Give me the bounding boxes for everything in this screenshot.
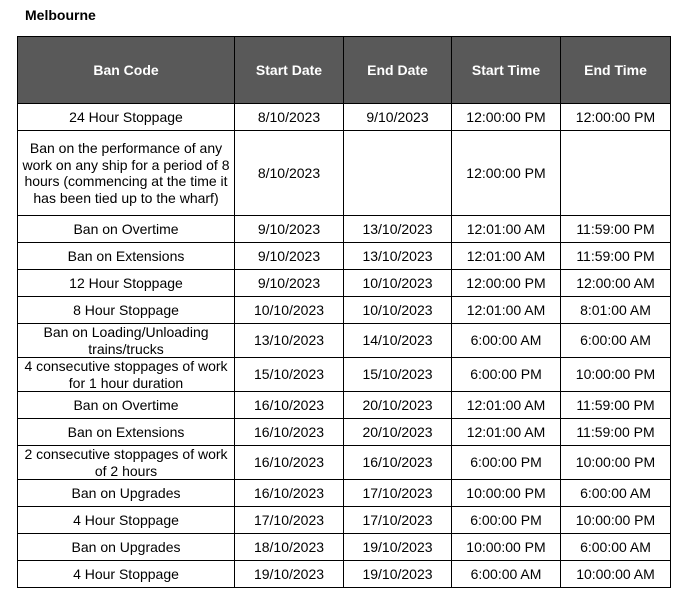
- cell-ban-code: Ban on the performance of any work on any ship for a period of 8 hours (commencing at the time it has been tied up to the wharf): [18, 131, 235, 216]
- cell-start-date: 15/10/2023: [235, 358, 344, 392]
- cell-end-date: [344, 131, 452, 216]
- cell-start-date: 16/10/2023: [235, 480, 344, 507]
- cell-end-time: 11:59:00 PM: [561, 419, 671, 446]
- cell-end-time: 6:00:00 AM: [561, 534, 671, 561]
- header-row: [18, 37, 671, 104]
- cell-end-date: 19/10/2023: [344, 534, 452, 561]
- cell-end-time: 10:00:00 PM: [561, 446, 671, 480]
- page-title: Melbourne: [25, 7, 96, 23]
- table-row: [18, 297, 671, 324]
- cell-end-time: 10:00:00 AM: [561, 561, 671, 588]
- cell-end-date: 10/10/2023: [344, 297, 452, 324]
- cell-end-time: [561, 131, 671, 216]
- cell-end-date: 13/10/2023: [344, 243, 452, 270]
- cell-ban-code: 4 Hour Stoppage: [18, 561, 235, 588]
- cell-end-date: 20/10/2023: [344, 419, 452, 446]
- cell-start-date: 19/10/2023: [235, 561, 344, 588]
- cell-end-time: 12:00:00 AM: [561, 270, 671, 297]
- cell-start-date: 10/10/2023: [235, 297, 344, 324]
- cell-start-time: 12:01:00 AM: [452, 297, 561, 324]
- header-ban-code: Ban Code: [18, 37, 235, 104]
- header-start-time: Start Time: [452, 37, 561, 104]
- cell-ban-code: 2 consecutive stoppages of work of 2 hours: [18, 446, 235, 480]
- table-row: [18, 507, 671, 534]
- cell-end-time: 6:00:00 AM: [561, 480, 671, 507]
- header-end-time: End Time: [561, 37, 671, 104]
- cell-start-date: 9/10/2023: [235, 270, 344, 297]
- bans-table-header: [18, 37, 671, 104]
- cell-start-time: 10:00:00 PM: [452, 480, 561, 507]
- cell-end-time: 11:59:00 PM: [561, 392, 671, 419]
- cell-start-time: 6:00:00 AM: [452, 324, 561, 358]
- cell-end-date: 17/10/2023: [344, 507, 452, 534]
- cell-ban-code: Ban on Upgrades: [18, 480, 235, 507]
- cell-start-date: 8/10/2023: [235, 104, 344, 131]
- cell-start-date: 8/10/2023: [235, 131, 344, 216]
- table-row: [18, 358, 671, 392]
- cell-end-time: 12:00:00 PM: [561, 104, 671, 131]
- table-row: [18, 446, 671, 480]
- cell-ban-code: 4 consecutive stoppages of work for 1 hour duration: [18, 358, 235, 392]
- table-row: [18, 392, 671, 419]
- cell-start-time: 12:01:00 AM: [452, 216, 561, 243]
- table-row: [18, 104, 671, 131]
- cell-start-date: 13/10/2023: [235, 324, 344, 358]
- table-row: [18, 131, 671, 216]
- cell-end-time: 11:59:00 PM: [561, 243, 671, 270]
- cell-start-time: 6:00:00 PM: [452, 358, 561, 392]
- table-row: [18, 216, 671, 243]
- cell-ban-code: 8 Hour Stoppage: [18, 297, 235, 324]
- cell-end-date: 15/10/2023: [344, 358, 452, 392]
- cell-end-time: 6:00:00 AM: [561, 324, 671, 358]
- cell-end-date: 13/10/2023: [344, 216, 452, 243]
- cell-start-time: 12:01:00 AM: [452, 243, 561, 270]
- table-row: [18, 534, 671, 561]
- cell-start-time: 12:00:00 PM: [452, 131, 561, 216]
- header-end-date: End Date: [344, 37, 452, 104]
- table-row: [18, 243, 671, 270]
- cell-end-date: 17/10/2023: [344, 480, 452, 507]
- table-row: [18, 480, 671, 507]
- cell-start-time: 6:00:00 PM: [452, 446, 561, 480]
- cell-end-date: 16/10/2023: [344, 446, 452, 480]
- cell-end-time: 10:00:00 PM: [561, 507, 671, 534]
- cell-ban-code: Ban on Loading/Unloading trains/trucks: [18, 324, 235, 358]
- cell-end-time: 8:01:00 AM: [561, 297, 671, 324]
- cell-ban-code: 4 Hour Stoppage: [18, 507, 235, 534]
- cell-end-date: 19/10/2023: [344, 561, 452, 588]
- cell-start-date: 16/10/2023: [235, 446, 344, 480]
- cell-ban-code: Ban on Upgrades: [18, 534, 235, 561]
- header-start-date: Start Date: [235, 37, 344, 104]
- table-row: [18, 561, 671, 588]
- cell-start-date: 9/10/2023: [235, 243, 344, 270]
- table-row: [18, 270, 671, 297]
- cell-start-date: 18/10/2023: [235, 534, 344, 561]
- cell-start-time: 10:00:00 PM: [452, 534, 561, 561]
- table-row: [18, 419, 671, 446]
- cell-start-time: 6:00:00 AM: [452, 561, 561, 588]
- cell-end-date: 9/10/2023: [344, 104, 452, 131]
- cell-ban-code: Ban on Extensions: [18, 243, 235, 270]
- cell-start-time: 12:00:00 PM: [452, 104, 561, 131]
- bans-table-body: [18, 104, 671, 588]
- cell-end-time: 10:00:00 PM: [561, 358, 671, 392]
- cell-ban-code: Ban on Overtime: [18, 392, 235, 419]
- cell-ban-code: Ban on Overtime: [18, 216, 235, 243]
- cell-start-date: 17/10/2023: [235, 507, 344, 534]
- cell-start-date: 9/10/2023: [235, 216, 344, 243]
- cell-start-date: 16/10/2023: [235, 419, 344, 446]
- cell-start-time: 12:01:00 AM: [452, 419, 561, 446]
- cell-end-time: 11:59:00 PM: [561, 216, 671, 243]
- bans-table: [17, 36, 671, 588]
- table-row: [18, 324, 671, 358]
- cell-end-date: 14/10/2023: [344, 324, 452, 358]
- cell-start-time: 6:00:00 PM: [452, 507, 561, 534]
- cell-start-time: 12:01:00 AM: [452, 392, 561, 419]
- cell-ban-code: 12 Hour Stoppage: [18, 270, 235, 297]
- cell-ban-code: 24 Hour Stoppage: [18, 104, 235, 131]
- cell-start-date: 16/10/2023: [235, 392, 344, 419]
- cell-end-date: 20/10/2023: [344, 392, 452, 419]
- cell-end-date: 10/10/2023: [344, 270, 452, 297]
- cell-ban-code: Ban on Extensions: [18, 419, 235, 446]
- cell-start-time: 12:00:00 PM: [452, 270, 561, 297]
